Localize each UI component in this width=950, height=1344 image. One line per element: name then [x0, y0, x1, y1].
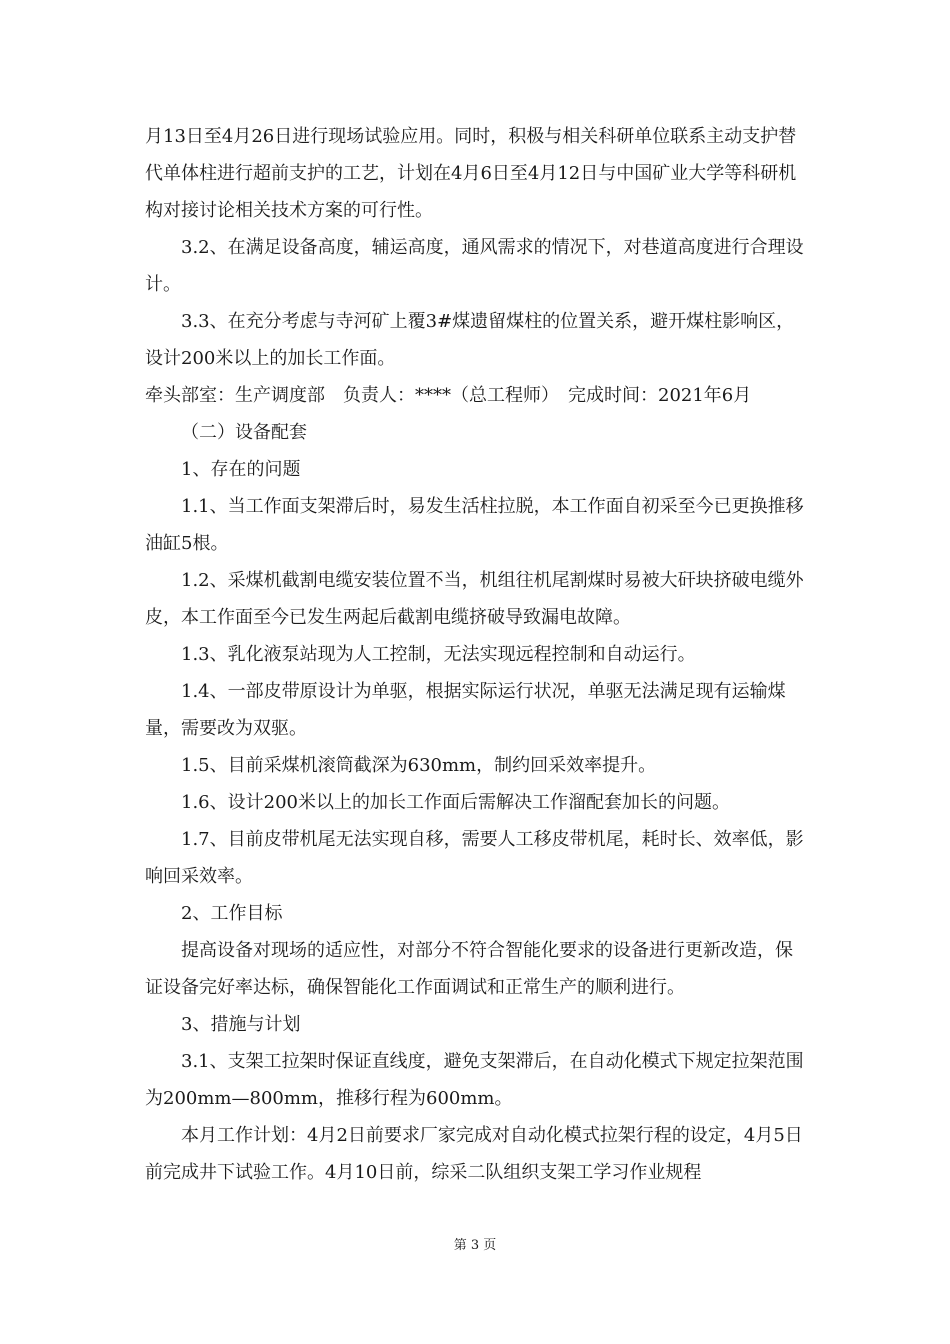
paragraph: 月13日至4月26日进行现场试验应用。同时，积极与相关科研单位联系主动支护替代单体柱进行超前支护的工艺，计划在4月6日至4月12日与中国矿业大学等科研机构对接讨论相关技术方案的可行性。	[145, 126, 797, 221]
paragraph: （二）设备配套	[181, 422, 307, 443]
paragraph: 3.2、在满足设备高度，辅运高度，通风需求的情况下，对巷道高度进行合理设计。	[145, 237, 804, 295]
paragraph: 1.5、目前采煤机滚筒截深为630mm，制约回采效率提升。	[181, 755, 657, 776]
paragraph: 1.4、一部皮带原设计为单驱，根据实际运行状况，单驱无法满足现有运输煤量，需要改为双驱。	[145, 681, 786, 739]
paragraph: 牵头部室：生产调度部 负责人：****（总工程师） 完成时间：2021年6月	[145, 385, 752, 406]
paragraph: 3.3、在充分考虑与寺河矿上覆3#煤遗留煤柱的位置关系，避开煤柱影响区，设计200米以上的加长工作面。	[145, 311, 795, 369]
paragraph: 1.7、目前皮带机尾无法实现自移，需要人工移皮带机尾，耗时长、效率低，影响回采效率。	[145, 829, 804, 887]
paragraph: 提高设备对现场的适应性，对部分不符合智能化要求的设备进行更新改造，保证设备完好率达标，确保智能化工作面调试和正常生产的顺利进行。	[145, 940, 793, 998]
paragraph: 1.3、乳化液泵站现为人工控制，无法实现远程控制和自动运行。	[181, 644, 696, 665]
paragraph: 1.1、当工作面支架滞后时，易发生活柱拉脱，本工作面自初采至今已更换推移油缸5根。	[145, 496, 804, 554]
paragraph: 1、存在的问题	[181, 459, 301, 480]
paragraph: 3、措施与计划	[181, 1014, 301, 1035]
paragraph: 1.2、采煤机截割电缆安装位置不当，机组往机尾割煤时易被大矸块挤破电缆外皮，本工作面至今已发生两起后截割电缆挤破导致漏电故障。	[145, 570, 804, 628]
paragraph: 3.1、支架工拉架时保证直线度，避免支架滞后，在自动化模式下规定拉架范围为200mm—800mm，推移行程为600mm。	[145, 1051, 804, 1109]
paragraph: 1.6、设计200米以上的加长工作面后需解决工作溜配套加长的问题。	[181, 792, 730, 813]
page-number: 第 3 页	[453, 1238, 497, 1253]
paragraph: 2、工作目标	[181, 903, 283, 924]
paragraph: 本月工作计划：4月2日前要求厂家完成对自动化模式拉架行程的设定，4月5日前完成井下试验工作。4月10日前，综采二队组织支架工学习作业规程	[145, 1125, 803, 1183]
document-body	[145, 118, 810, 1191]
